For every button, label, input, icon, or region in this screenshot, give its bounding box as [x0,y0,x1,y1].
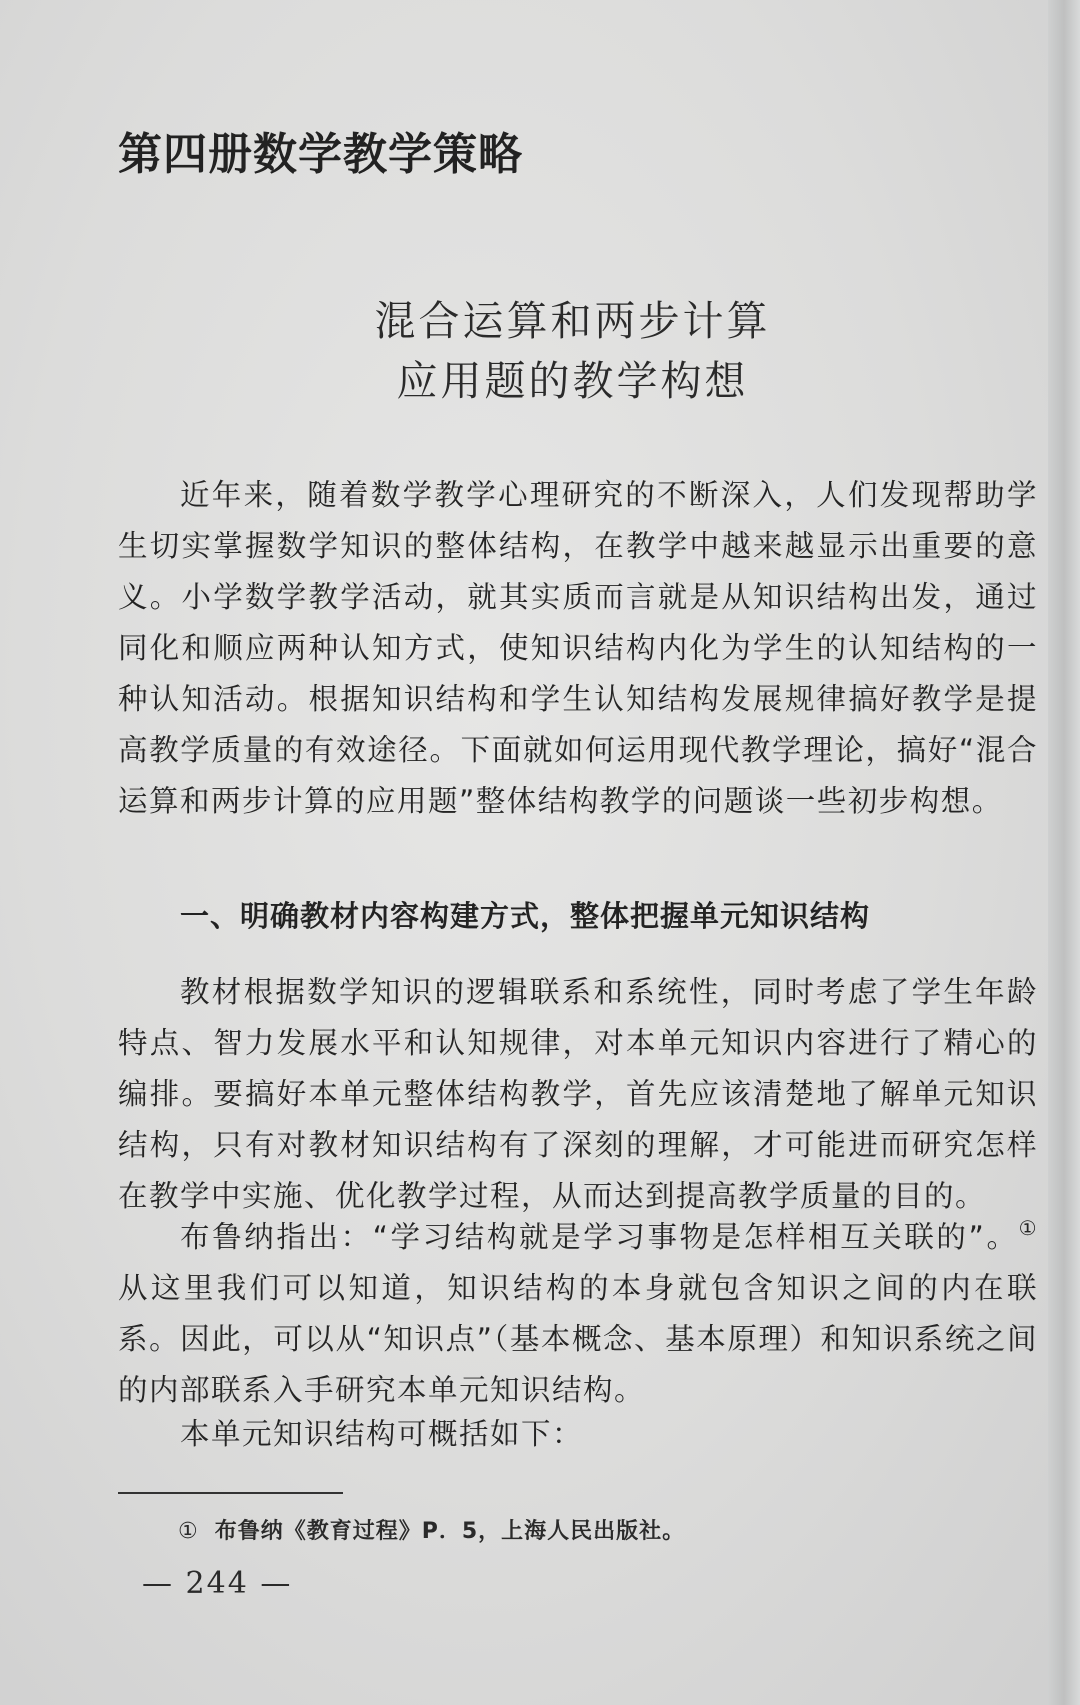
page-edge-shadow [1048,0,1080,1705]
footnote-reference: ① [1018,1216,1038,1240]
footnote-text: 布鲁纳《教育过程》P．5，上海人民出版社。 [214,1519,686,1544]
quote-text: 布鲁纳指出：“学习结构就是学习事物是怎样相互关联的”。 [180,1220,1019,1254]
section-paragraph-2-text [118,1212,1038,1416]
footnote-mark: ① [178,1519,199,1544]
article-title-line-2: 应用题的教学构想 [396,357,749,405]
page-number: — 244 — [142,1566,293,1601]
section-paragraph-1-text: 教材根据数学知识的逻辑联系和系统性，同时考虑了学生年龄特点、智力发展水平和认知规律，对本单元知识内容进行了精心的编排。要搞好本单元整体结构教学，首先应该清楚地了解单元知识结构，只有对教材知识结构有了深刻的理解，才可能进而研究怎样在教学中实施、优化教学过程，从而达到提高教学质量的目的。 [118,975,1038,1213]
footnote-divider [118,1492,343,1494]
section-paragraph-3 [118,1409,1038,1460]
footnote [178,1514,685,1545]
intro-text: 近年来，随着数学教学心理研究的不断深入，人们发现帮助学生切实掌握数学知识的整体结构，在教学中越来越显示出重要的意义。小学数学教学活动，就其实质而言就是从知识结构出发，通过同化和顺应两种认知方式，使知识结构内化为学生的认知结构的一种认知活动。根据知识结构和学生认知结构发展规律搞好教学是提高教学质量的有效途径。下面就如何运用现代教学理论，搞好“混合运算和两步计算的应用题”整体结构教学的问题谈一些初步构想。 [118,478,1038,818]
section-heading: 一、明确教材内容构建方式，整体把握单元知识结构 [180,899,871,933]
intro-paragraph [118,470,1038,827]
section-paragraph-1 [118,967,1038,1222]
section-paragraph-3-text: 本单元知识结构可概括如下： [180,1417,584,1451]
article-title-line-1: 混合运算和两步计算 [374,297,771,345]
section-paragraph-2 [118,1212,1038,1416]
running-header: 第四册数学教学策略 [118,129,523,180]
continuation-text: 从这里我们可以知道，知识结构的本身就包含知识之间的内在联系。因此，可以从“知识点”（基本概念、基本原理）和知识系统之间的内部联系入手研究本单元知识结构。 [118,1271,1038,1407]
